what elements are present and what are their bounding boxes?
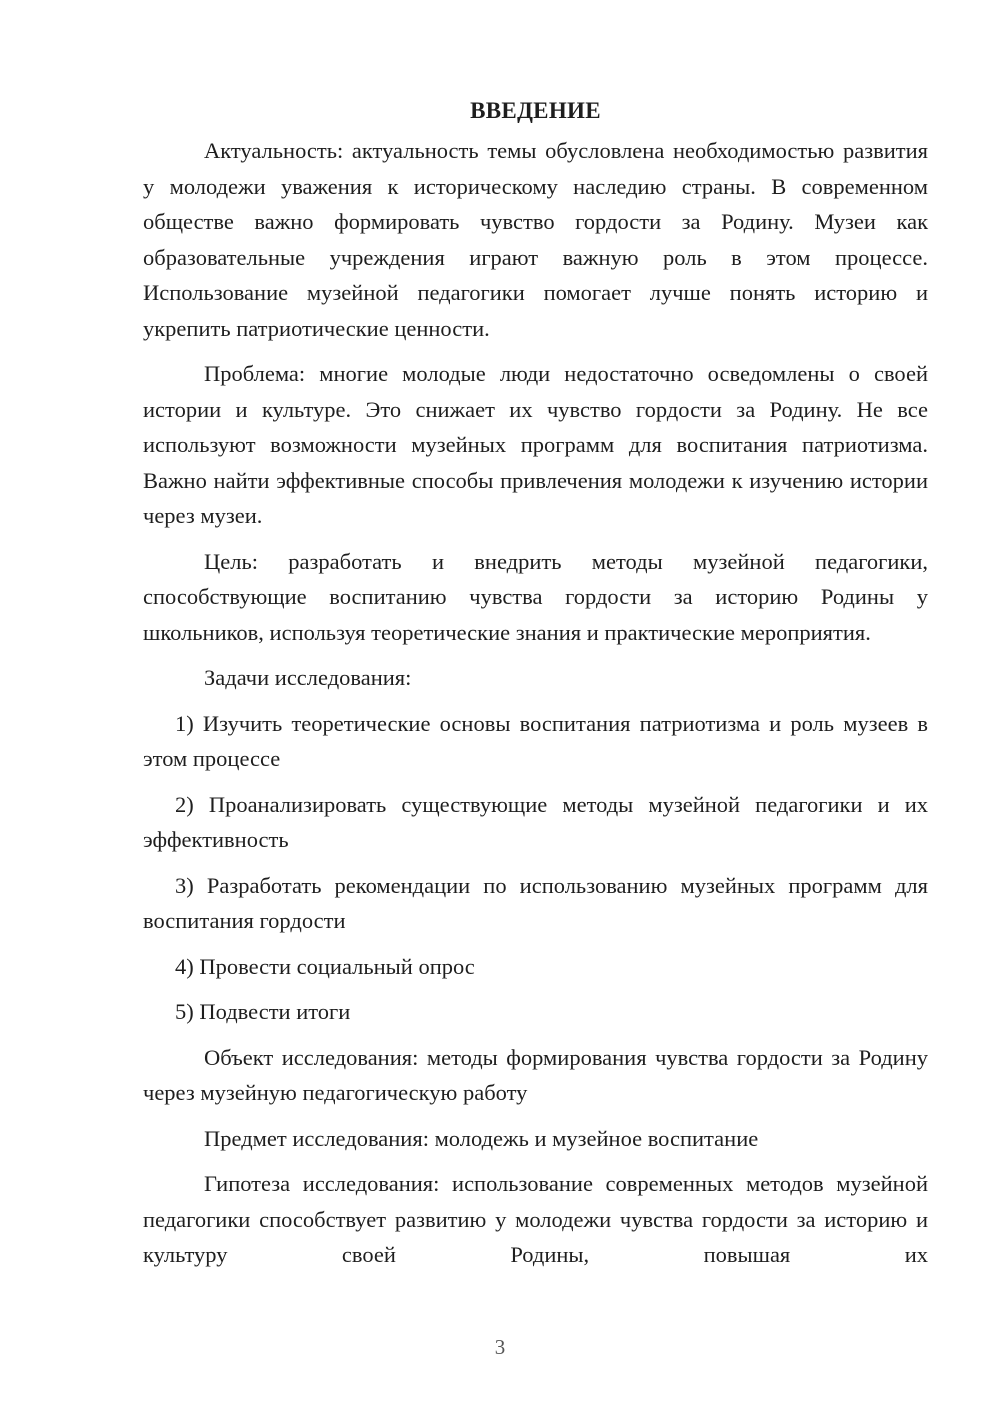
task-item-5: 5) Подвести итоги (175, 999, 351, 1024)
task-item-4: 4) Провести социальный опрос (175, 953, 475, 979)
page-content (143, 96, 928, 1283)
section-title: ВВЕДЕНИЕ (470, 98, 601, 123)
paragraph-problem: Проблема: многие молодые люди недостаточно осведомлены о своей истории и культуре. Это снижает их чувство гордости за Родину. Не все используют возможности музейных программ для воспитания патриотизма. Важно найти эффективные способы привлечения молодежи к изучению истории через музеи. (143, 361, 928, 528)
paragraph-subject: Предмет исследования: молодежь и музейное воспитание (204, 1125, 759, 1151)
paragraph-goal: Цель: разработать и внедрить методы музейной педагогики, способствующие воспитанию чувства гордости за историю Родины у школьников, используя теоретические знания и практические мероприятия. (143, 548, 928, 645)
paragraph-relevance: Актуальность: актуальность темы обусловлена необходимостью развития у молодежи уважения к историческому наследию страны. В современном обществе важно формировать чувство гордости за Родину. Музеи как образовательные учреждения играют важную роль в этом процессе. Использование музейной педагогики помогает лучше понять историю и укрепить патриотические ценности. (143, 138, 928, 341)
task-item-3: 3) Разработать рекомендации по использованию музейных программ для воспитания гордости (143, 872, 928, 933)
task-item-2: 2) Проанализировать существующие методы музейной педагогики и их эффективность (143, 791, 928, 852)
task-item-1: 1) Изучить теоретические основы воспитания патриотизма и роль музеев в этом процессе (143, 710, 928, 771)
paragraph-hypothesis: Гипотеза исследования: использование современных методов музейной педагогики способствует развитию у молодежи чувства гордости за историю и культуру своей Родины, повышая их (143, 1171, 928, 1267)
page-number: 3 (494, 1335, 506, 1359)
paragraph-object: Объект исследования: методы формирования чувства гордости за Родину через музейную педагогическую работу (143, 1044, 928, 1105)
tasks-heading: Задачи исследования: (204, 665, 412, 690)
